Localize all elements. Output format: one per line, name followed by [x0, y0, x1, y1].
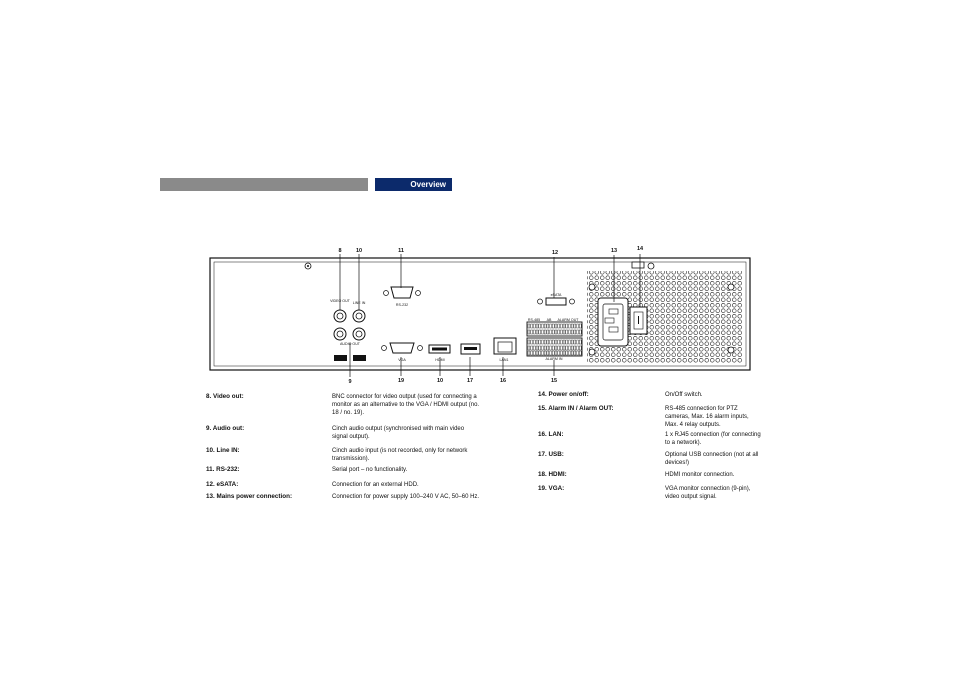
terminal-contact [558, 346, 560, 350]
label-hdmi: HDMI [435, 358, 445, 362]
terminal-contact [542, 346, 544, 350]
callout-17: 17 [466, 378, 474, 384]
terminal-contact [579, 324, 581, 328]
terminal-contact [544, 330, 546, 334]
terminal-contact [539, 340, 541, 344]
terminal-contact [555, 340, 557, 344]
terminal-contact [579, 351, 581, 355]
callout-14: 14 [636, 246, 644, 252]
terminal-contact [566, 351, 568, 355]
callout-9: 9 [348, 379, 352, 385]
terminal-contact [558, 330, 560, 334]
terminal-contact [558, 340, 560, 344]
terminal-contact [552, 340, 554, 344]
label-vga: VGA [398, 358, 406, 362]
terminal-contact [552, 351, 554, 355]
label-esata: eSATA [550, 293, 562, 297]
terminal-contact [547, 340, 549, 344]
callout-15: 15 [550, 378, 558, 384]
label-video-out: VIDEO OUT [330, 299, 350, 303]
terminal-contact [571, 346, 573, 350]
terminal-contact [542, 324, 544, 328]
terminal-contact [569, 351, 571, 355]
esata-port-1 [334, 355, 347, 361]
section-title: Overview [375, 178, 452, 191]
terminal-contact [539, 351, 541, 355]
terminal-contact [579, 346, 581, 350]
terminal-contact [574, 351, 576, 355]
terminal-contact [571, 351, 573, 355]
terminal-contact [563, 330, 565, 334]
terminal-contact [560, 346, 562, 350]
terminal-contact [533, 330, 535, 334]
terminal-contact [550, 330, 552, 334]
terminal-contact [577, 330, 579, 334]
terminal-contact [536, 346, 538, 350]
terminal-contact [566, 346, 568, 350]
terminal-contact [542, 330, 544, 334]
terminal-contact [539, 330, 541, 334]
esata-connector [546, 298, 566, 305]
rs232-port [391, 287, 413, 298]
terminal-contact [531, 351, 533, 355]
terminal-contact [528, 324, 530, 328]
terminal-contact [542, 351, 544, 355]
terminal-contact [569, 330, 571, 334]
terminal-contact [533, 324, 535, 328]
terminal-contact [550, 324, 552, 328]
terminal-contact [536, 324, 538, 328]
terminal-contact [552, 346, 554, 350]
terminal-contact [528, 351, 530, 355]
terminal-contact [571, 330, 573, 334]
terminal-contact [544, 340, 546, 344]
terminal-contact [547, 351, 549, 355]
cinch-audio-out-left [334, 328, 346, 340]
terminal-contact [574, 330, 576, 334]
terminal-contact [544, 351, 546, 355]
cinch-line-in [353, 310, 365, 322]
terminal-contact [547, 330, 549, 334]
terminal-contact [555, 346, 557, 350]
terminal-contact [536, 351, 538, 355]
terminal-contact [569, 340, 571, 344]
terminal-contact [571, 324, 573, 328]
callout-12: 12 [551, 250, 559, 256]
label-lan: LAN1 [499, 358, 509, 362]
terminal-contact [531, 340, 533, 344]
terminal-contact [560, 340, 562, 344]
terminal-contact [552, 330, 554, 334]
callout-8: 8 [338, 248, 342, 254]
terminal-contact [528, 330, 530, 334]
label-rs232: RS-232 [395, 303, 409, 307]
label-line-in: LINE IN [352, 301, 366, 305]
terminal-contact [574, 346, 576, 350]
terminal-contact [571, 340, 573, 344]
terminal-contact [558, 351, 560, 355]
terminal-contact [563, 346, 565, 350]
terminal-contact [577, 351, 579, 355]
callout-11: 11 [398, 248, 404, 254]
label-alarm-in: ALARM IN [545, 357, 563, 361]
callout-10: 10 [355, 248, 363, 254]
esata-port-2 [353, 355, 366, 361]
terminal-contact [552, 324, 554, 328]
terminal-contact [555, 330, 557, 334]
terminal-contact [555, 351, 557, 355]
terminal-contact [531, 346, 533, 350]
terminal-contact [531, 330, 533, 334]
callout-13: 13 [610, 248, 618, 254]
terminal-contact [577, 340, 579, 344]
terminal-contact [566, 340, 568, 344]
terminal-contact [577, 346, 579, 350]
terminal-contact [536, 330, 538, 334]
terminal-contact [569, 324, 571, 328]
terminal-contact [547, 346, 549, 350]
terminal-contact [566, 324, 568, 328]
terminal-contact [533, 346, 535, 350]
terminal-contact [550, 340, 552, 344]
terminal-contact [579, 340, 581, 344]
terminal-contact [555, 324, 557, 328]
terminal-contact [563, 324, 565, 328]
terminal-contact [566, 330, 568, 334]
terminal-contact [536, 340, 538, 344]
label-alarm-out: ALARM OUT [557, 318, 579, 322]
bnc-video-out [334, 310, 346, 322]
terminal-contact [533, 340, 535, 344]
terminal-contact [569, 346, 571, 350]
label-audio-out: AUDIO OUT [340, 342, 360, 346]
terminal-contact [574, 324, 576, 328]
vga-port [390, 343, 414, 353]
terminal-contact [550, 346, 552, 350]
terminal-contact [539, 346, 541, 350]
terminal-contact [544, 324, 546, 328]
terminal-contact [550, 351, 552, 355]
terminal-contact [531, 324, 533, 328]
terminal-contact [539, 324, 541, 328]
terminal-contact [560, 330, 562, 334]
terminal-contact [542, 340, 544, 344]
terminal-contact [533, 351, 535, 355]
terminal-contact [558, 324, 560, 328]
callout-10b: 10 [436, 378, 444, 384]
cinch-audio-out-right [353, 328, 365, 340]
lan-port [494, 338, 516, 354]
terminal-contact [574, 340, 576, 344]
terminal-contact [560, 324, 562, 328]
terminal-contact [579, 330, 581, 334]
terminal-contact [563, 351, 565, 355]
terminal-contact [563, 340, 565, 344]
terminal-contact [560, 351, 562, 355]
terminal-contact [577, 324, 579, 328]
label-rs485: RS-485 [527, 318, 541, 322]
terminal-contact [544, 346, 546, 350]
callout-19: 19 [397, 378, 405, 384]
callout-16: 16 [499, 378, 507, 384]
label-ab: AB [546, 318, 552, 322]
terminal-contact [528, 340, 530, 344]
terminal-contact [547, 324, 549, 328]
terminal-contact [528, 346, 530, 350]
